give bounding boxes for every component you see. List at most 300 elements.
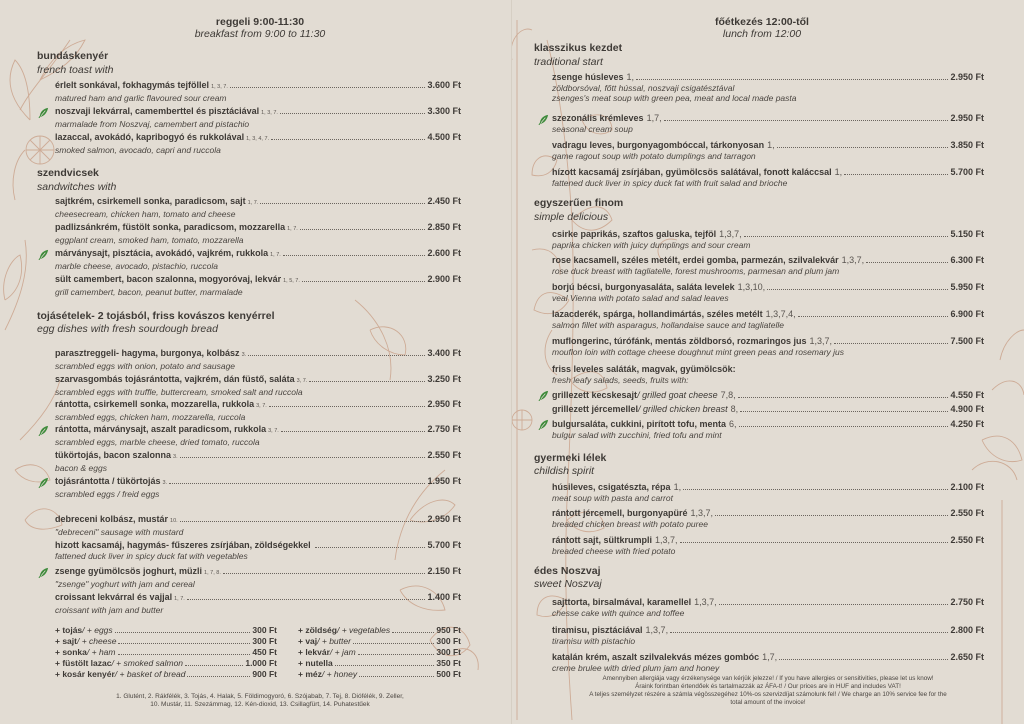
item-description: meat soup with pasta and carrot [552,493,673,503]
menu-item [55,106,461,129]
item-name: zsenge húsleves [552,72,624,82]
item-price: 2.900 Ft [427,274,461,284]
item-name: lazacderék, spárga, hollandimártás, széles metélt [552,309,763,319]
item-price: 4.250 Ft [950,419,984,429]
item-description: "debreceni" sausage with mustard [55,527,184,537]
menu-item [552,72,984,103]
menu-item [55,450,461,473]
item-price: 2.850 Ft [427,222,461,232]
extra-price: 950 Ft [436,625,461,635]
leader-dots [271,139,425,140]
extras-left-column [55,625,277,680]
leader-dots [739,426,949,427]
item-allergens: 10. [170,518,178,524]
item-name: hízott kacsamáj zsírjában, gyümölcsös salátával, fonott kaláccsal [552,167,832,177]
item-allergens: 1,3,7, [690,508,714,518]
section-title: klasszikus kezdet [534,42,623,54]
leader-dots [844,174,948,175]
extra-price: 300 Ft [436,647,461,657]
leader-dots [169,483,425,484]
item-allergens: 1,3,7, [655,535,678,545]
item-name: sajttorta, birsalmával, karamellel [552,597,692,607]
item-allergens: 1, 7. [174,596,185,602]
item-name: rose kacsamell, széles metélt, erdei gomba, parmezán, szilvalekvár [552,255,839,265]
menu-item [55,222,461,245]
leader-dots [223,573,426,574]
leader-dots [392,632,434,633]
item-allergens: 1,3,7, [719,229,742,239]
item-price: 5.150 Ft [950,229,984,239]
extra-item [55,669,277,680]
leader-dots [280,113,426,114]
item-description: veal Vienna with potato salad and salad leaves [552,293,729,303]
allergen-legend-line: 1. Glutént, 2. Rákfélék, 3. Tojás, 4. Halak, 5. Földimogyoró, 6. Szójabab, 7. Tej, 8. Diófélék, 9. Zeller, [116,693,404,700]
menu-item [55,399,461,422]
item-price: 2.750 Ft [427,424,461,434]
extra-item [298,625,461,636]
item-description: croissant with jam and butter [55,605,164,615]
item-price: 2.950 Ft [950,72,984,82]
item-name: rántotta, csirkemell sonka, mozzarella, rukkola [55,399,255,409]
extra-item [55,647,277,658]
leader-dots [777,147,949,148]
leader-dots [744,236,949,237]
menu-item [55,274,461,297]
item-description: "zsenge" yoghurt with jam and cereal [55,579,195,589]
leader-dots [187,599,426,600]
menu-item [552,229,984,250]
menu-item [552,597,984,618]
item-price: 2.150 Ft [427,566,461,576]
item-allergens: 1, [673,482,682,492]
menu-item [55,592,461,615]
item-english: / grilled chicken breast [638,404,728,414]
leader-dots [309,381,425,382]
leader-dots [118,654,251,655]
leader-dots [115,632,251,633]
notice-text [530,675,1006,707]
section-title: egyszerűen finom [534,197,624,209]
section-title: bundáskenyér [37,50,109,62]
item-allergens: 3. [241,352,247,358]
item-name: parasztreggeli- hagyma, burgonya, kolbász [55,348,240,358]
extra-price: 300 Ft [252,625,277,635]
menu-item [552,309,984,330]
item-price: 3.400 Ft [427,348,461,358]
leader-dots [740,411,948,412]
item-allergens: 1,3,7, [645,625,669,635]
item-price: 2.800 Ft [950,625,984,635]
item-name: érlelt sonkával, fokhagymás tejföllel [55,80,210,90]
item-name: sült camembert, bacon szalonna, mogyoróvaj, lekvár [55,274,282,284]
leader-dots [281,431,426,432]
notice-line: total amount of the invoice! [730,699,806,706]
item-description: chesse cake with quince and toffee [552,608,685,618]
item-price: 2.950 Ft [427,514,461,524]
leader-dots [359,676,434,677]
item-name: grillezett kecskesajt [552,390,638,400]
menu-item [552,255,984,276]
extra-item [55,625,277,636]
item-price: 3.850 Ft [950,140,984,150]
extra-english: / + vegetables [336,625,391,635]
vegetarian-leaf-icon [538,390,549,401]
item-name: sajtkrém, csirkemell sonka, paradicsom, sajt [55,196,246,206]
item-allergens: 1, 3, 7. [261,110,278,116]
item-description: marble cheese, avocado, pistachio, ruccola [55,261,219,271]
extra-english: / + basket of bread [114,669,186,679]
menu-item [552,404,984,415]
leader-dots [738,397,949,398]
leader-dots [180,521,426,522]
leader-dots [767,289,948,290]
menu-item [552,336,984,357]
extra-name: + füstölt lazac [55,658,112,668]
item-allergens: 1, [767,140,775,150]
item-description: bacon & eggs [55,463,107,473]
item-english: / grilled goat cheese [637,390,718,400]
item-price: 2.550 Ft [950,508,984,518]
item-description: cheesecream, chicken ham, tomato and cheese [55,209,236,219]
lunch-page [512,0,1024,724]
extra-price: 1.000 Ft [245,658,277,668]
leader-dots [683,489,948,490]
section-title: édes Noszvaj [534,565,601,577]
item-price: 2.550 Ft [950,535,984,545]
leader-dots [300,229,426,230]
menu-item [552,535,984,556]
item-description: game ragout soup with potato dumplings and tarragon [552,151,756,161]
menu-item [552,419,984,440]
item-allergens: 3, 7. [296,378,308,384]
vegetarian-leaf-icon [38,107,49,118]
item-allergens: 3. [173,454,178,460]
item-name: croissant lekvárral és vajjal [55,592,173,602]
leader-dots [302,281,426,282]
item-name: márványsajt, pisztácia, avokádó, vajkrém, rukkola [55,248,269,258]
item-description: fresh leafy salads, seeds, fruits with: [552,375,689,385]
item-price: 5.950 Ft [950,282,984,292]
item-description: scrambled eggs with onion, potato and sausage [55,361,236,371]
item-description: breaded cheese with fried potato [552,546,676,556]
item-description: seasonal cream soup [552,124,633,134]
extra-item [298,647,461,658]
leader-dots [719,604,949,605]
menu-item [552,282,984,303]
vegetarian-leaf-icon [38,249,49,260]
extra-english: / + cheese [76,636,117,646]
item-name: szezonális krémleves [552,113,644,123]
item-description: creme brulee with dried plum jam and honey [552,663,720,673]
item-allergens: 7,8, [720,390,736,400]
item-name: lazaccal, avokádó, kapribogyó és rukkolával [55,132,245,142]
item-price: 3.600 Ft [427,80,461,90]
leader-dots [636,79,948,80]
item-price: 4.900 Ft [950,404,984,414]
item-price: 3.300 Ft [427,106,461,116]
leader-dots [715,515,948,516]
item-description: salmon fillet with asparagus, hollandaise sauce and tagliatelle [552,320,785,330]
leader-dots [798,316,949,317]
item-description: scrambled eggs, chicken ham, mozzarella, ruccola [55,412,246,422]
menu-item [55,132,461,155]
item-name: rántott jércemell, burgonyapüré [552,508,688,518]
leader-dots [866,262,948,263]
item-name: hizott kacsamáj, hagymás- fűszeres zsírjában, zöldségekkel [55,540,311,550]
item-description: marmalade from Noszvaj, camembert and pistachio [55,119,250,129]
leader-dots [680,542,949,543]
notice-line: Amennyiben allergiája vagy érzékenysége van kérjük jelezze! / If you have allergies or sensitivities, please let us know! [602,675,934,682]
menu-item [55,374,461,397]
item-allergens: 1,7, [762,652,778,662]
item-name: tükörtojás, bacon szalonna [55,450,172,460]
item-price: 2.550 Ft [427,450,461,460]
menu-item [552,482,984,503]
leader-dots [118,643,250,644]
item-allergens: 1, 3, 4, 7. [246,136,270,142]
item-description: bulgur salad with zucchini, fried tofu and mint [552,430,722,440]
section-subtitle: traditional start [534,56,603,68]
item-name: katalán krém, aszalt szilvalekvás mézes gombóc [552,652,760,662]
menu-item [55,196,461,219]
item-price: 2.600 Ft [427,248,461,258]
item-price: 1.400 Ft [427,592,461,602]
item-description: scrambled eggs, marble cheese, dried tomato, ruccola [55,437,260,447]
item-name: noszvaji lekvárral, camemberttel és pisztáciával [55,106,260,116]
item-name: vadragu leves, burgonyagombóccal, tárkonyosan [552,140,765,150]
extra-name: + kosár kenyér [55,669,115,679]
leader-dots [779,659,948,660]
extra-price: 900 Ft [252,669,277,679]
item-price: 2.100 Ft [950,482,984,492]
extra-item [298,669,461,680]
leader-dots [664,120,949,121]
extra-english: / + smoked salmon [111,658,184,668]
extra-item [55,636,277,647]
leader-dots [670,632,948,633]
item-allergens: 1,3,7, [841,255,865,265]
leader-dots [248,355,425,356]
extras-right-column [298,625,461,680]
breakfast-title: reggeli 9:00-11:30 [215,16,305,28]
notice-line: Áraink forintban értendőek és tartalmazzák az ÁFA-t! / Our prices are in HUF and includes VAT! [635,683,901,690]
menu-item [55,80,461,103]
leader-dots [315,547,426,548]
item-allergens: 1,3,10, [737,282,766,292]
item-description: fattened duck liver in spicy duck fat with fruit salad and brioche [552,178,788,188]
extra-price: 300 Ft [252,636,277,646]
leader-dots [269,406,426,407]
item-description: zöldborsóval, főtt hússal, noszvaji csigatésztával [552,83,735,93]
item-description: eggplant cream, smoked ham, tomato, mozzarella [55,235,244,245]
item-description: scrambled eggs with truffle, buttercream, smoked salt and ruccola [55,387,303,397]
menu-item [552,652,984,673]
menu-item [552,140,984,161]
item-price: 4.550 Ft [950,390,984,400]
item-name: rántott sajt, sültkrumpli [552,535,653,545]
extra-price: 500 Ft [436,669,461,679]
item-price: 2.950 Ft [950,113,984,123]
vegetarian-leaf-icon [538,114,549,125]
item-name: bulgursaláta, cukkini, pirított tofu, menta [552,419,727,429]
vegetarian-leaf-icon [38,425,49,436]
item-price: 5.700 Ft [427,540,461,550]
breakfast-header [150,16,370,40]
item-price: 6.300 Ft [950,255,984,265]
menu-item [55,514,461,537]
item-description-en: zsenges's meat soup with green pea, meat and local made pasta [552,93,797,103]
leader-dots [260,203,425,204]
leader-dots [353,643,434,644]
item-price: 6.900 Ft [950,309,984,319]
item-name: borjú bécsi, burgonyasaláta, saláta levelek [552,282,735,292]
menu-item [552,113,984,134]
extra-name: + vaj [298,636,318,646]
breakfast-subtitle: breakfast from 9:00 to 11:30 [194,28,326,40]
item-allergens: 1,3,7, [809,336,833,346]
extra-price: 300 Ft [436,636,461,646]
extra-item [55,658,277,669]
item-allergens: 1, [834,167,843,177]
item-description: paprika chicken with juicy dumplings and sour cream [552,240,751,250]
section-title: gyermeki lélek [534,452,607,464]
leader-dots [335,665,435,666]
vegetarian-leaf-icon [538,419,549,430]
item-name: tiramisu, pisztáciával [552,625,643,635]
menu-item [552,167,984,188]
menu-item [55,476,461,499]
extra-name: + sonka [55,647,87,657]
item-allergens: 3. [162,480,168,486]
item-allergens: 3, 7. [268,428,279,434]
vegetarian-leaf-icon [38,477,49,488]
item-allergens: 3, 7. [256,403,267,409]
notice-line: A teljes személyzet részére a számla végösszegéhez 10%-os szervizdíjat számolunk fel! / We charge an 10% service fee for the [589,691,947,698]
section-subtitle: french toast with [37,64,114,76]
item-description: fattened duck liver in spicy duck fat with vegetables [55,551,248,561]
menu-item [552,625,984,646]
section-title: tojásételek- 2 tojásból, friss kovászos kenyérrel [37,310,275,322]
item-name: grillezett jércemellel [552,404,639,414]
item-allergens: 8, [730,404,739,414]
item-allergens: 1,7, [646,113,662,123]
extra-item [298,636,461,647]
item-allergens: 1, 7. [247,200,259,206]
vegetarian-leaf-icon [38,567,49,578]
menu-item [552,390,984,401]
allergen-legend [60,693,460,709]
item-name: debreceni kolbász, mustár [55,514,169,524]
item-allergens: 1,3,7,4, [765,309,796,319]
item-description: scrambled eggs / freid eggs [55,489,160,499]
allergen-legend-line: 10. Mustár, 11. Szezámmag, 12. Kén-dioxid, 13. Csillagfürt, 14. Puhatestűek [150,701,370,708]
item-name: padlizsánkrém, füstölt sonka, paradicsom, mozzarella [55,222,286,232]
menu-item [55,566,461,589]
extra-name: + sajt [55,636,77,646]
extra-name: + méz [298,669,322,679]
item-name: tojásrántotta / tükörtojás [55,476,161,486]
item-price: 7.500 Ft [950,336,984,346]
item-allergens: 1, 7, 8. [204,570,221,576]
extra-english: / + honey [321,669,358,679]
item-price: 3.250 Ft [427,374,461,384]
menu-item [552,508,984,529]
item-description: mouflon loin with cottage cheese doughnut mint green peas and rosemary jus [552,347,845,357]
leader-dots [283,255,426,256]
section-title: szendvicsek [37,167,99,179]
menu-item [55,248,461,271]
leader-dots [180,457,426,458]
item-name: húsileves, csigatészta, répa [552,482,671,492]
item-name: friss leveles saláták, magvak, gyümölcsök: [552,364,736,374]
item-description: grill camembert, bacon, peanut butter, marmalade [55,287,243,297]
item-price: 1.950 Ft [427,476,461,486]
item-allergens: 1, 7. [287,226,298,232]
menu-item [55,540,461,561]
lunch-subtitle: lunch from 12:00 [722,28,802,40]
extra-price: 450 Ft [252,647,277,657]
item-name: muflongerinc, túrófánk, mentás zöldborsó, rozmaringos jus [552,336,807,346]
extra-english: / + butter [317,636,351,646]
item-description: tiramisu with pistachio [552,636,636,646]
extra-price: 350 Ft [436,658,461,668]
item-allergens: 1, 3, 7. [211,84,228,90]
section-subtitle: childish spirit [534,465,595,477]
item-price: 5.700 Ft [950,167,984,177]
item-allergens: 1, 7. [270,252,281,258]
leader-dots [185,665,243,666]
item-price: 2.650 Ft [950,652,984,662]
extra-item [298,658,461,669]
item-description: rose duck breast with tagliatelle, forest mushrooms, parmesan and plum jam [552,266,840,276]
lunch-title: főétkezés 12:00-től [715,16,809,28]
leader-dots [230,87,426,88]
extra-english: / + jam [329,647,356,657]
item-name: zsenge gyümölcsös joghurt, müzli [55,566,203,576]
item-description: matured ham and garlic flavoured sour cream [55,93,227,103]
item-name: szarvasgombás tojásrántotta, vajkrém, dán füstő, saláta [55,374,295,384]
item-allergens: 1, [626,72,635,82]
lunch-header [652,16,872,40]
item-price: 2.950 Ft [427,399,461,409]
menu-item [55,424,461,447]
leader-dots [834,343,948,344]
item-price: 4.500 Ft [427,132,461,142]
item-price: 2.750 Ft [950,597,984,607]
section-subtitle: egg dishes with fresh sourdough bread [37,323,218,335]
item-name: rántotta, márványsajt, aszalt paradicsom, rukkola [55,424,267,434]
leader-dots [187,676,250,677]
item-allergens: 1,3,7, [694,597,717,607]
item-allergens: 1, 5, 7. [283,278,300,284]
extra-name: + lekvár [298,647,330,657]
item-price: 2.450 Ft [427,196,461,206]
extra-name: + tojás [55,625,83,635]
item-description: breaded chicken breast with potato puree [552,519,708,529]
extra-name: + nutella [298,658,333,668]
extra-name: + zöldség [298,625,337,635]
leader-dots [358,654,435,655]
section-subtitle: simple delicious [534,211,609,223]
item-description: smoked salmon, avocado, capri and ruccola [55,145,221,155]
section-subtitle: sandwitches with [37,181,117,193]
extra-english: / + eggs [82,625,113,635]
section-subtitle: sweet Noszvaj [534,578,602,590]
extra-english: / + ham [86,647,116,657]
item-allergens: 6, [729,419,737,429]
salad-heading [552,364,984,385]
item-name: csirke paprikás, szaftos galuska, tejföl [552,229,717,239]
